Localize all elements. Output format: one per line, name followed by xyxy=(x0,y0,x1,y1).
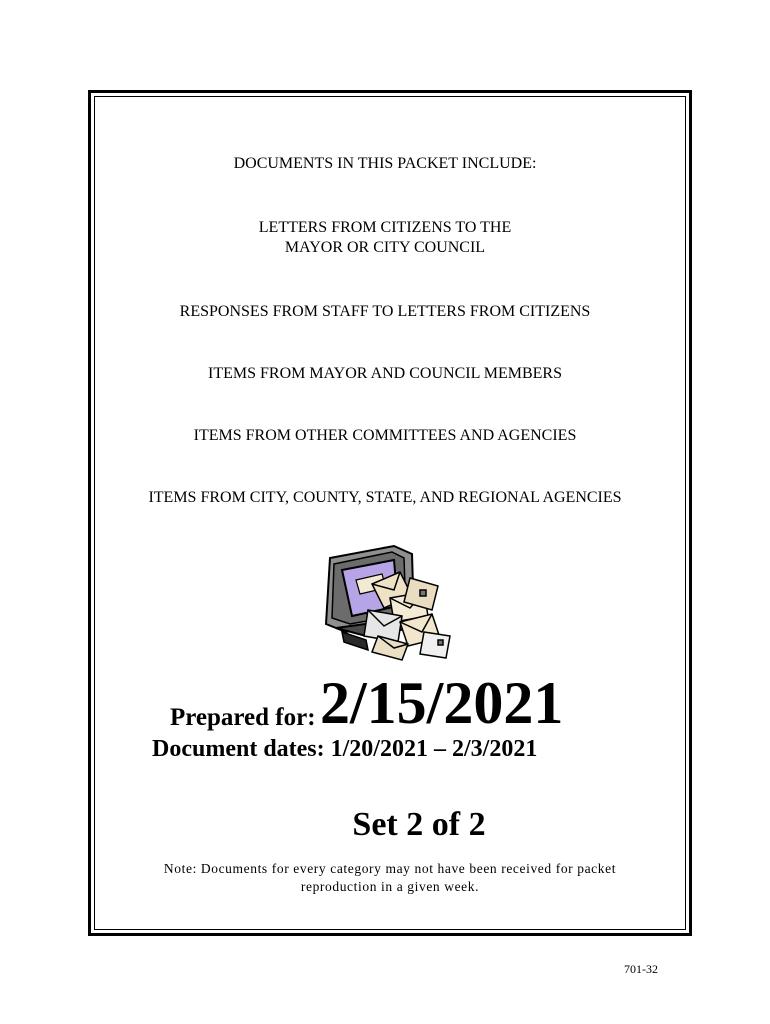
packet-note-line2: reproduction in a given week. xyxy=(300,879,480,894)
item-citizen-letters-line1: LETTERS FROM CITIZENS TO THE xyxy=(258,219,512,236)
item-regional-agencies: ITEMS FROM CITY, COUNTY, STATE, AND REGIONAL AGENCIES xyxy=(148,489,622,506)
set-number: Set 2 of 2 xyxy=(352,806,486,843)
packet-heading: DOCUMENTS IN THIS PACKET INCLUDE: xyxy=(233,155,537,172)
prepared-for xyxy=(0,668,770,738)
item-staff-responses: RESPONSES FROM STAFF TO LETTERS FROM CITIZENS xyxy=(179,303,591,320)
prepared-for-date: 2/15/2021 xyxy=(320,670,564,736)
item-citizen-letters-line2: MAYOR OR CITY COUNCIL xyxy=(284,239,486,256)
document-dates: Document dates: 1/20/2021 – 2/3/2021 xyxy=(152,736,538,762)
page-number: 701-32 xyxy=(624,962,658,976)
packet-note-line1: Note: Documents for every category may not have been received for packet xyxy=(163,861,617,876)
packet-note xyxy=(120,860,660,896)
item-mayor-council: ITEMS FROM MAYOR AND COUNCIL MEMBERS xyxy=(208,365,562,382)
prepared-for-label: Prepared for: xyxy=(170,704,316,731)
computer-with-letters-icon xyxy=(316,540,460,666)
item-committees: ITEMS FROM OTHER COMMITTEES AND AGENCIES xyxy=(193,427,577,444)
